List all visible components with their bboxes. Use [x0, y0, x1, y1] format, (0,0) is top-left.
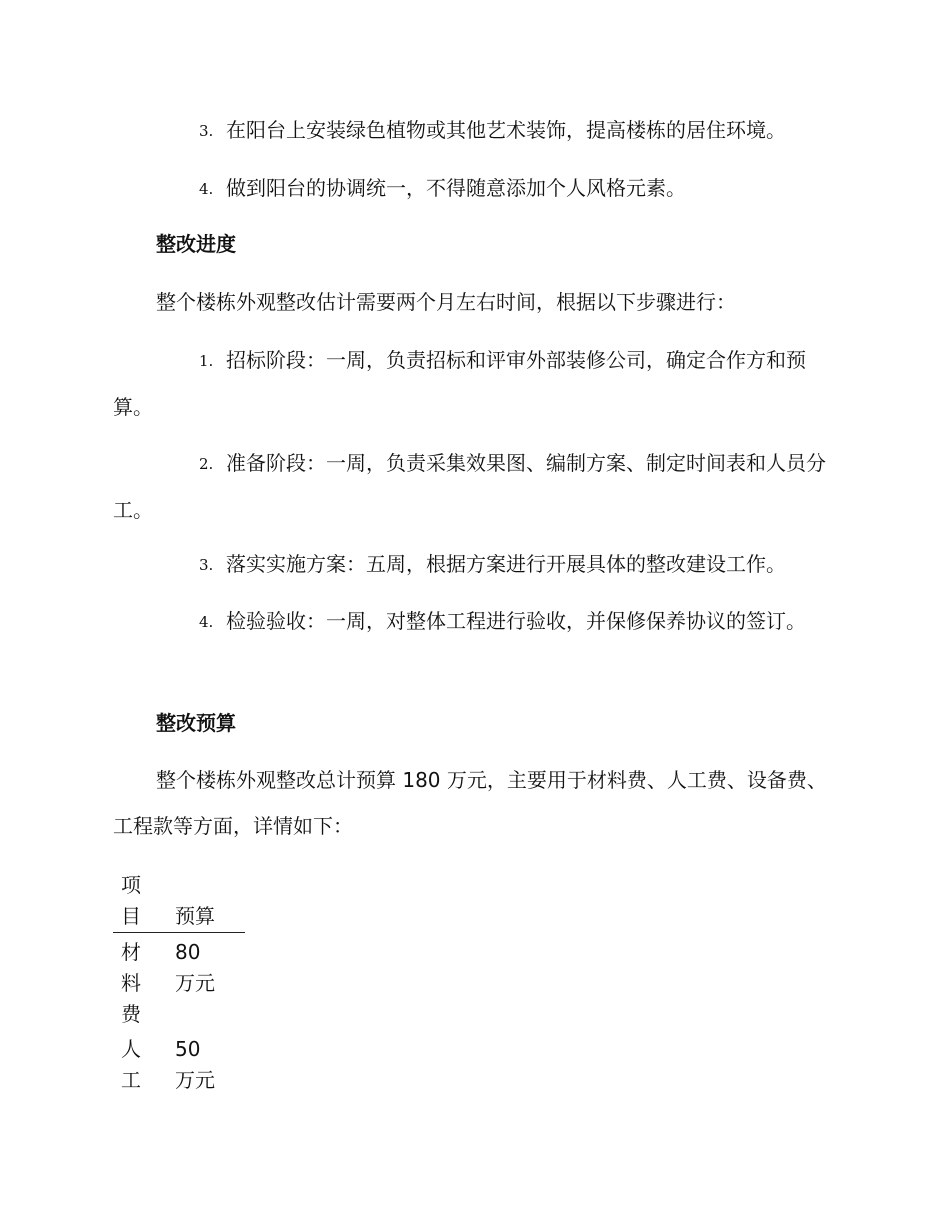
table-row [113, 933, 245, 1031]
progress-step [113, 598, 838, 645]
cell-item: 人工 [121, 1037, 141, 1092]
list-text: 在阳台上安装绿色植物或其他艺术装饰，提高楼栋的居住环境。 [226, 118, 786, 142]
list-number: 3. [199, 556, 214, 574]
step-text: 落实实施方案：五周，根据方案进行开展具体的整改建设工作。 [226, 552, 786, 576]
budget-intro: 整个楼栋外观整改总计预算 180 万元，主要用于材料费、人工费、设备费、工程款等方面，详情如下： [113, 768, 827, 838]
list-number: 4. [199, 613, 214, 631]
list-item [113, 165, 838, 212]
header-item: 项目 [121, 873, 141, 928]
progress-step [113, 440, 838, 533]
progress-intro: 整个楼栋外观整改估计需要两个月左右时间，根据以下步骤进行： [156, 290, 736, 314]
list-number: 3. [199, 122, 214, 140]
progress-step [113, 337, 838, 430]
list-number: 4. [199, 180, 214, 198]
cell-budget: 80 万元 [175, 940, 215, 995]
step-text: 招标阶段：一周，负责招标和评审外部装修公司，确定合作方和预算。 [113, 348, 806, 419]
list-number: 1. [199, 352, 214, 370]
list-number: 2. [199, 455, 214, 473]
list-text: 做到阳台的协调统一，不得随意添加个人风格元素。 [226, 176, 686, 200]
section-heading-budget: 整改预算 [156, 711, 236, 735]
step-text: 检验验收：一周，对整体工程进行验收，并保修保养协议的签订。 [226, 609, 806, 633]
table-row [113, 1030, 245, 1096]
cell-budget: 50 万元 [175, 1037, 215, 1092]
budget-table [113, 870, 245, 1096]
step-text: 准备阶段：一周，负责采集效果图、编制方案、制定时间表和人员分工。 [113, 451, 826, 522]
cell-item: 材料费 [121, 940, 141, 1026]
list-item [113, 107, 838, 154]
section-heading-progress: 整改进度 [156, 232, 236, 256]
header-budget: 预算 [175, 904, 215, 928]
progress-step [113, 541, 838, 588]
table-header-row [113, 870, 245, 933]
